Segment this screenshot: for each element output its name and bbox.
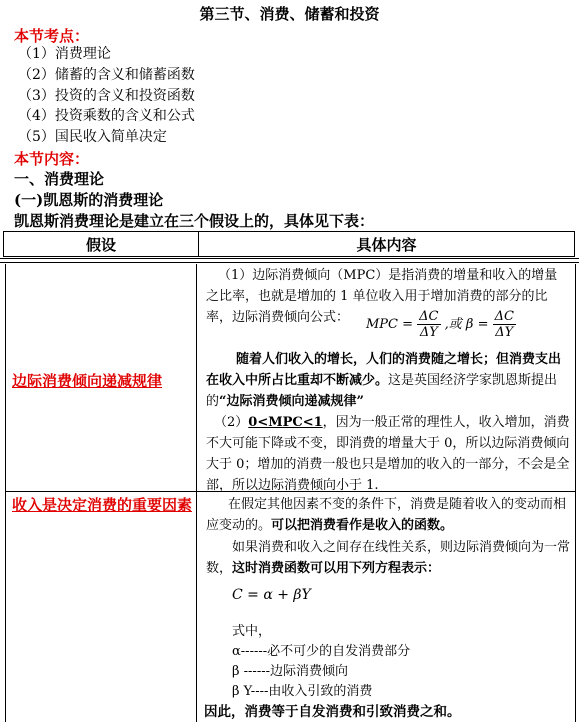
row2-label: 收入是决定消费的重要因素 (12, 496, 193, 514)
table-column-divider (196, 264, 197, 722)
row1-paragraph-3: （2）0<MPC<1，因为一般正常的理性人，收入增加，消费不大可能下降或不变，即消费的增量大于 0，所以边际消费倾向大于 0；增加的消费一般也只是增加的收入的一部分，不会是全部，所以边际消费倾向小于 1. (206, 415, 570, 493)
row1-paragraph-1: （1）边际消费倾向（MPC）是指消费的增量和收入的增量之比率，也就是增加的 1 单位收入用于增加消费的部分的比率，边际消费倾向公式： (206, 268, 558, 325)
col-header-content: 具体内容 (199, 232, 575, 257)
definition-beta: β ------边际消费倾向 (232, 664, 349, 679)
definition-beta-y: β Y----由收入引致的消费 (232, 684, 373, 699)
row1-paragraph-2: 随着人们收入的增长，人们的消费随之增长；但消费支出在收入中所占比重却不断减少。这是英国经济学家凯恩斯提出的“边际消费倾向递减规律” (206, 352, 562, 409)
key-point-4: （4）投资乘数的含义和公式 (18, 108, 195, 124)
key-point-2: （2）储蓄的含义和储蓄函数 (18, 67, 195, 83)
where-label: 式中， (232, 624, 272, 639)
key-point-5: （5）国民收入简单决定 (18, 129, 167, 145)
table-header (3, 231, 575, 257)
mpc-formula: MPC = $\frac{\Delta C}{\Delta Y}$ ,或 β = $\frac{\Delta C}{\Delta Y}$ (366, 309, 514, 340)
divider (0, 258, 579, 259)
intro-text: 凯恩斯消费理论是建立在三个假设上的，具体见下表： (14, 212, 375, 230)
col-header-assumption: 假设 (4, 232, 199, 257)
mpc-range-link[interactable]: 0<MPC<1 (248, 415, 323, 430)
page-title: 第三节、消费、储蓄和投资 (199, 5, 380, 23)
subsection-heading: (一)凯恩斯的消费理论 (14, 191, 164, 209)
table-border-left (5, 264, 6, 722)
consumption-equation: C = α + βY (232, 587, 311, 603)
divider (0, 262, 579, 263)
fraction: $\frac{\Delta C}{\Delta Y}$ (419, 309, 439, 340)
key-point-3: （3）投资的含义和投资函数 (18, 88, 195, 104)
row1-label: 边际消费倾向递减规律 (12, 372, 163, 390)
fraction: $\frac{\Delta C}{\Delta Y}$ (494, 309, 514, 340)
row2-paragraph-2: 如果消费和收入之间存在线性关系，则边际消费倾向为一常数，这时消费函数可以用下列方程表示： (206, 540, 571, 576)
key-point-1: （1）消费理论 (18, 46, 111, 62)
key-points-heading: 本节考点： (14, 27, 90, 45)
section-heading: 一、消费理论 (14, 170, 105, 188)
row2-paragraph-1: 在假定其他因素不变的条件下，消费是随着收入的变动而相应变动的。可以把消费看作是收入的函数。 (206, 497, 567, 533)
definition-alpha: α------必不可少的自发消费部分 (232, 644, 411, 659)
content-heading: 本节内容： (14, 150, 90, 168)
conclusion: 因此，消费等于自发消费和引致消费之和。 (204, 704, 461, 720)
table-border-right (575, 264, 576, 722)
